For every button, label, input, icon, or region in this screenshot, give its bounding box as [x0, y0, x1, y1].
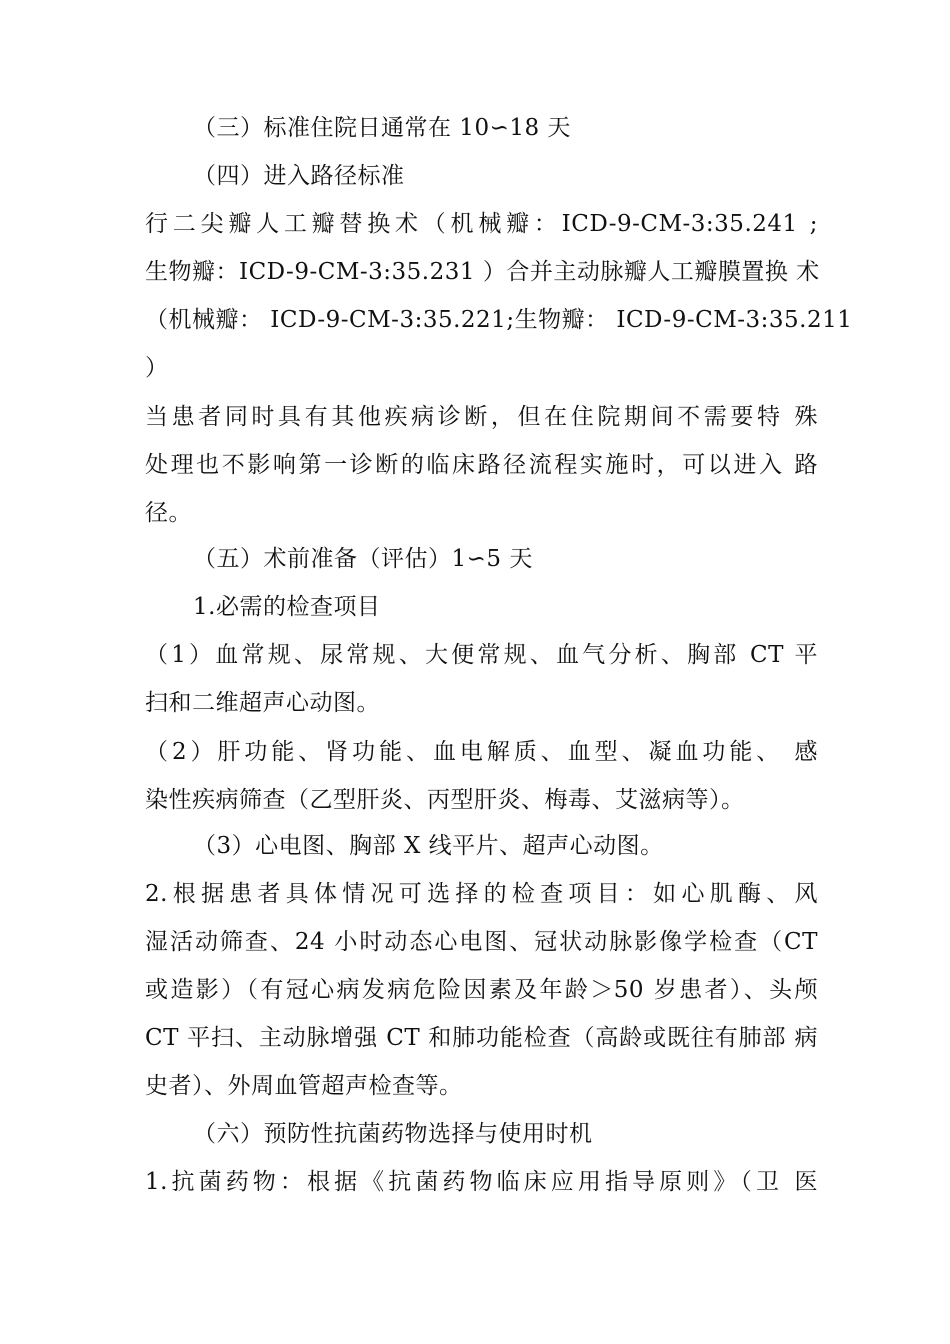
- section-5-heading: （五）术前准备（评估）1∽5 天: [193, 546, 533, 572]
- paragraph-line: ）: [145, 355, 169, 381]
- paragraph-line: 湿活动筛查、24 小时动态心电图、冠状动脉影像学检查（CT: [145, 929, 818, 955]
- paragraph-line: 处理也不影响第一诊断的临床路径流程实施时，可以进入 路: [145, 452, 818, 478]
- paragraph-line: 行二尖瓣人工瓣替换术（机械瓣：ICD-9-CM-3:35.241 ;: [145, 211, 818, 237]
- paragraph-line: 史者）、外周血管超声检查等。: [145, 1073, 463, 1099]
- list-item-line: 染性疾病筛查（乙型肝炎、丙型肝炎、梅毒、艾滋病等）。: [145, 787, 745, 813]
- list-item-line: （3）心电图、胸部 X 线平片、超声心动图。: [193, 833, 664, 859]
- list-item-line: （2）肝功能、肾功能、血电解质、血型、凝血功能、 感: [145, 739, 818, 765]
- paragraph-line: 当患者同时具有其他疾病诊断，但在住院期间不需要特 殊: [145, 404, 818, 430]
- subsection-heading: 1.必需的检查项目: [193, 594, 381, 620]
- section-6-heading: （六）预防性抗菌药物选择与使用时机: [193, 1121, 593, 1147]
- paragraph-line: 1.抗菌药物：根据《抗菌药物临床应用指导原则》（卫 医: [145, 1169, 818, 1195]
- section-3-heading: （三）标准住院日通常在 10∽18 天: [193, 115, 571, 141]
- list-item-line: 扫和二维超声心动图。: [145, 690, 380, 716]
- paragraph-line: 径。: [145, 500, 192, 526]
- paragraph-line: （机械瓣： ICD-9-CM-3:35.221;生物瓣： ICD-9-CM-3:35.211: [145, 307, 853, 333]
- paragraph-line: CT 平扫、主动脉增强 CT 和肺功能检查（高龄或既往有肺部 病: [145, 1025, 818, 1051]
- section-4-heading: （四）进入路径标准: [193, 163, 405, 189]
- paragraph-line: 或造影）（有冠心病发病危险因素及年龄＞50 岁患者）、头颅: [145, 977, 818, 1003]
- paragraph-line: 生物瓣：ICD-9-CM-3:35.231 ）合并主动脉瓣人工瓣膜置换 术: [145, 259, 820, 285]
- list-item-line: （1）血常规、尿常规、大便常规、血气分析、胸部 CT 平: [145, 642, 818, 668]
- paragraph-line: 2.根据患者具体情况可选择的检查项目：如心肌酶、风: [145, 881, 818, 907]
